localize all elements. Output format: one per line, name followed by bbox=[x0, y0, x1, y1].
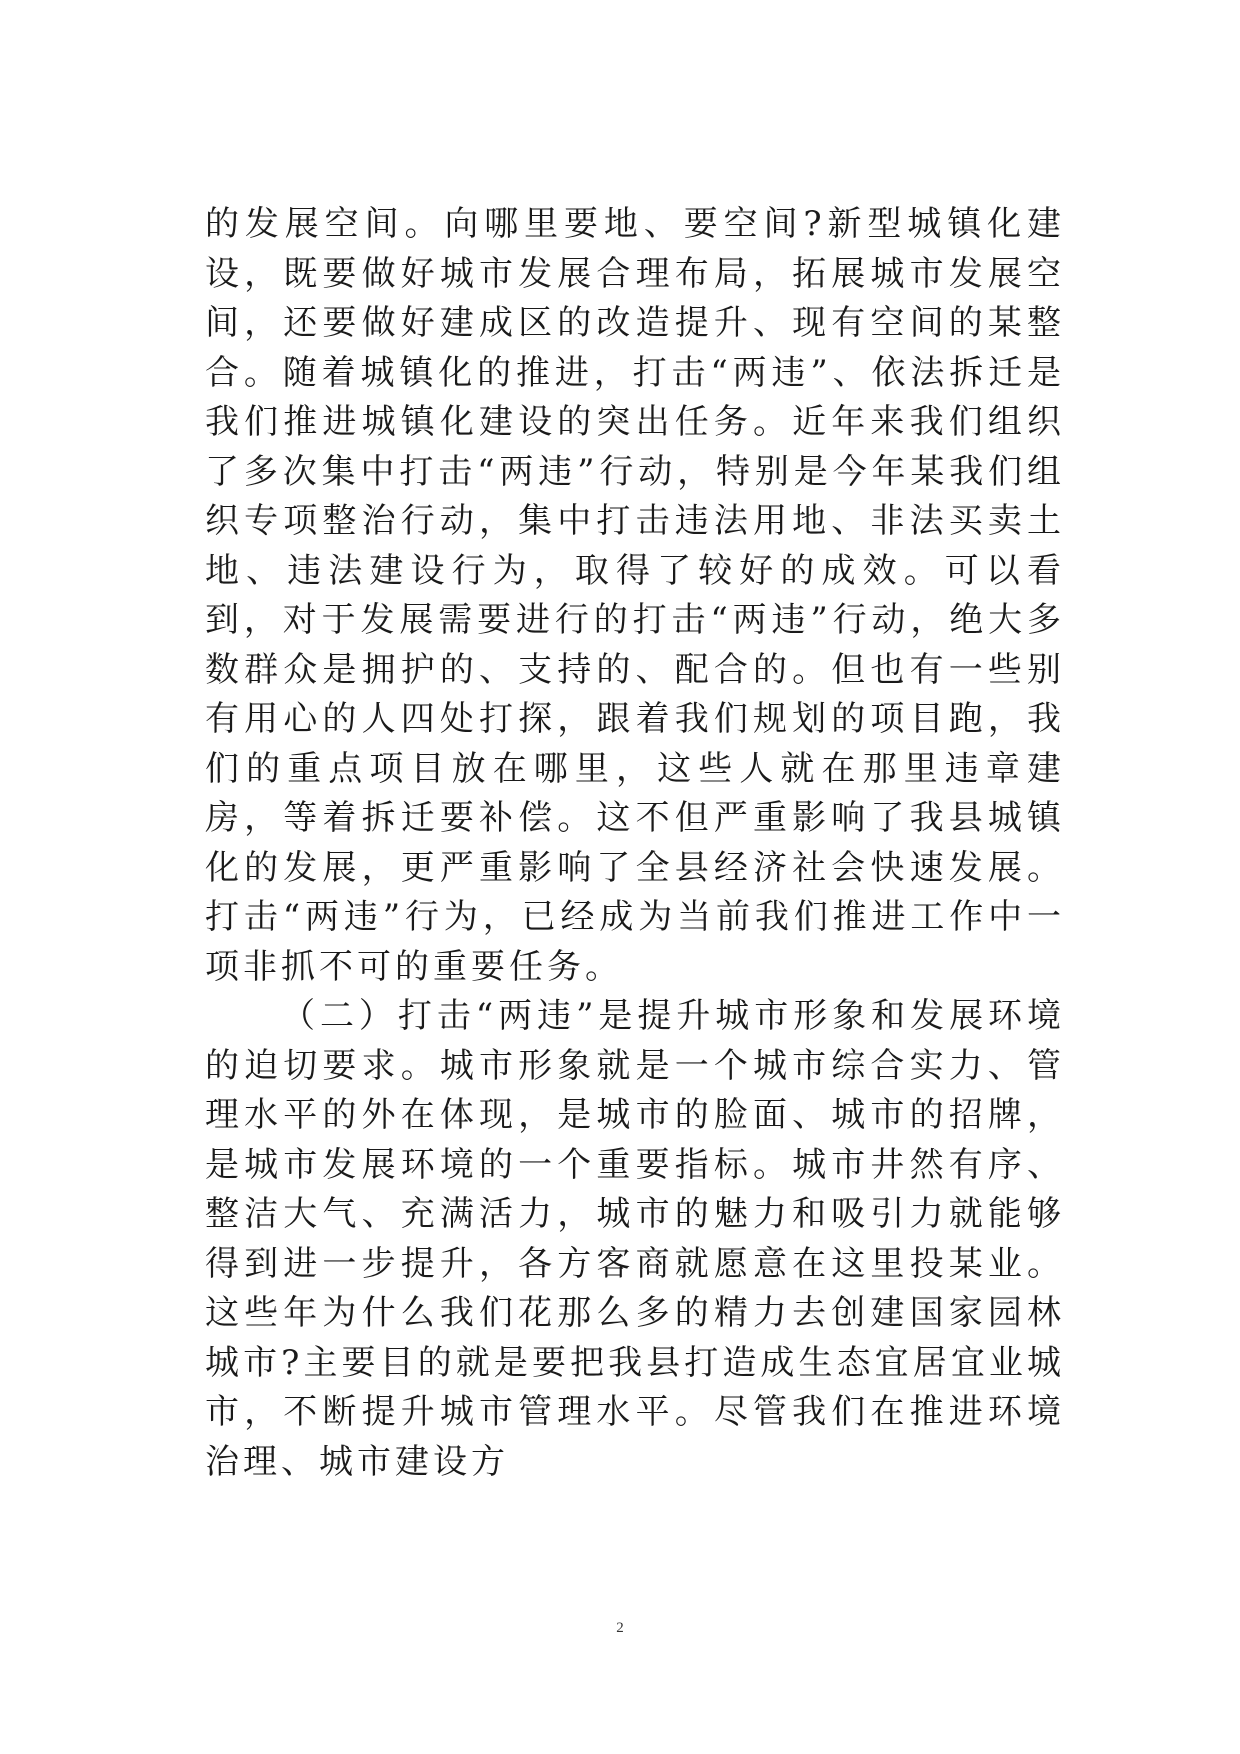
paragraph-1: 的发展空间。向哪里要地、要空间?新型城镇化建设，既要做好城市发展合理布局，拓展城市发展空间，还要做好建成区的改造提升、现有空间的某整合。随着城镇化的推进，打击“两违”、依法拆迁是我们推进城镇化建设的突出任务。近年来我们组织了多次集中打击“两违”行动，特别是今年某我们组织专项整治行动，集中打击违法用地、非法买卖土地、违法建设行为，取得了较好的成效。可以看到，对于发展需要进行的打击“两违”行动，绝大多数群众是拥护的、支持的、配合的。但也有一些别有用心的人四处打探，跟着我们规划的项目跑，我们的重点项目放在哪里，这些人就在那里违章建房，等着拆迁要补偿。这不但严重影响了我县城镇化的发展，更严重影响了全县经济社会快速发展。打击“两违”行为，已经成为当前我们推进工作中一项非抓不可的重要任务。 bbox=[205, 204, 1065, 987]
paragraph-2: （二）打击“两违”是提升城市形象和发展环境的迫切要求。城市形象就是一个城市综合实力、管理水平的外在体现，是城市的脸面、城市的招牌，是城市发展环境的一个重要指标。城市井然有序、整洁大气、充满活力，城市的魅力和吸引力就能够得到进一步提升，各方客商就愿意在这里投某业。这些年为什么我们花那么多的精力去创建国家园林城市?主要目的就是要把我县打造成生态宜居宜业城市，不断提升城市管理水平。尽管我们在推进环境治理、城市建设方 bbox=[205, 996, 1065, 1482]
body-text bbox=[205, 200, 1065, 1487]
page-number: 2 bbox=[616, 1620, 624, 1636]
